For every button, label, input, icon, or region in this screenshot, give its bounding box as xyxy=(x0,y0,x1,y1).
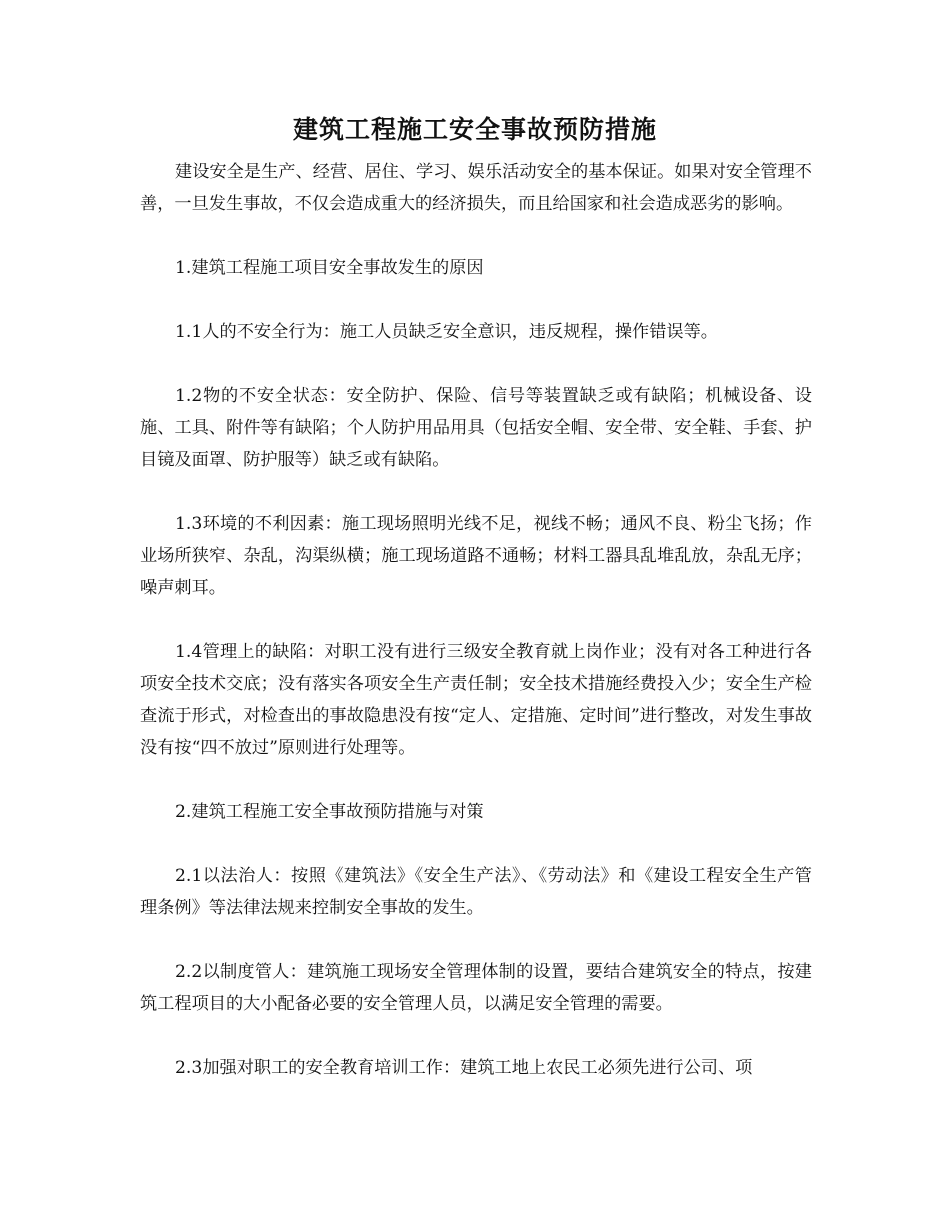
paragraph-1-4: 1.4管理上的缺陷：对职工没有进行三级安全教育就上岗作业；没有对各工种进行各项安全技术交底；没有落实各项安全生产责任制；安全技术措施经费投入少；安全生产检查流于形式，对检查出的事故隐患没有按“定人、定措施、定时间”进行整改，对发生事故没有按“四不放过”原则进行处理等。 xyxy=(140,642,812,758)
paragraph-2-2: 2.2以制度管人：建筑施工现场安全管理体制的设置，要结合建筑安全的特点，按建筑工程项目的大小配备必要的安全管理人员，以满足安全管理的需要。 xyxy=(140,962,812,1014)
document-title: 建筑工程施工安全事故预防措施 xyxy=(292,115,657,144)
section-2-heading: 2.建筑工程施工安全事故预防措施与对策 xyxy=(175,802,484,822)
paragraph-2-1: 2.1以法治人：按照《建筑法》《安全生产法》、《劳动法》和《建设工程安全生产管理条例》等法律法规来控制安全事故的发生。 xyxy=(140,866,812,918)
paragraph-1-1: 1.1人的不安全行为：施工人员缺乏安全意识，违反规程，操作错误等。 xyxy=(175,322,718,342)
paragraph-1-3: 1.3环境的不利因素：施工现场照明光线不足，视线不畅；通风不良、粉尘飞扬；作业场所狭窄、杂乱，沟渠纵横；施工现场道路不通畅；材料工器具乱堆乱放，杂乱无序；噪声刺耳。 xyxy=(140,514,812,598)
paragraph-1-2: 1.2物的不安全状态：安全防护、保险、信号等装置缺乏或有缺陷；机械设备、设施、工具、附件等有缺陷；个人防护用品用具（包括安全帽、安全带、安全鞋、手套、护目镜及面罩、防护服等）缺乏或有缺陷。 xyxy=(140,386,812,470)
intro-paragraph: 建设安全是生产、经营、居住、学习、娱乐活动安全的基本保证。如果对安全管理不善，一旦发生事故，不仅会造成重大的经济损失，而且给国家和社会造成恶劣的影响。 xyxy=(140,162,812,214)
section-1-heading: 1.建筑工程施工项目安全事故发生的原因 xyxy=(175,258,484,278)
paragraph-2-3: 2.3加强对职工的安全教育培训工作：建筑工地上农民工必须先进行公司、项 xyxy=(175,1058,753,1078)
document-body xyxy=(140,156,812,1084)
